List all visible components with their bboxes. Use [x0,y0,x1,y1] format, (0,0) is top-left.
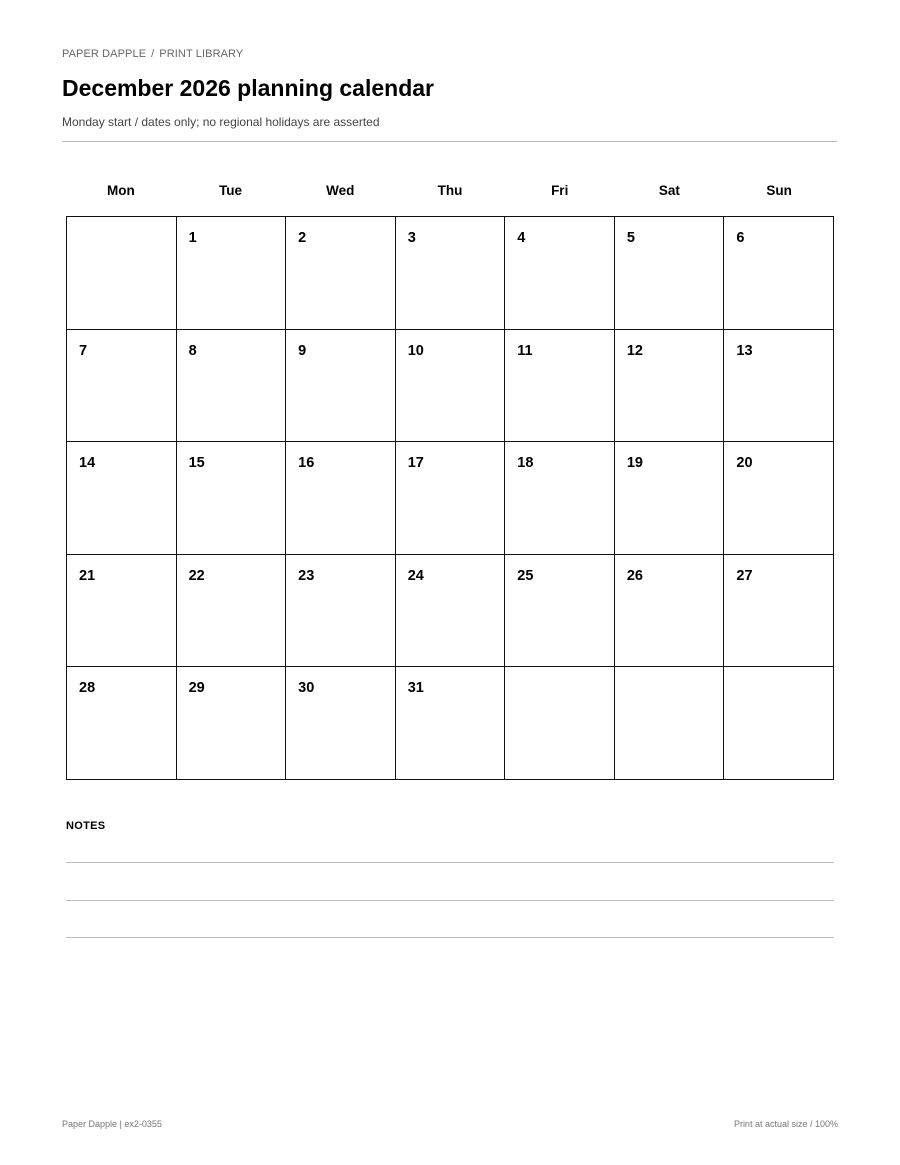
day-number: 8 [188,342,197,359]
note-line [66,900,834,901]
day-number: 9 [298,342,307,359]
day-number: 3 [407,230,416,246]
footer-document-id: Paper Dapple | ex2-0355 [62,1119,162,1129]
day-cell [615,217,725,330]
day-number: 15 [188,455,205,472]
note-line [66,862,834,863]
day-cell [724,555,834,668]
day-number: 17 [407,455,424,472]
day-cell [286,667,396,780]
day-cell [67,442,177,555]
page-title: December 2026 planning calendar [62,75,434,101]
day-number: 5 [626,230,635,246]
day-cell [177,442,287,555]
day-cell [396,217,506,330]
day-cell [177,555,287,668]
weekday-label-wed: Wed [326,183,355,198]
day-number: 2 [298,230,307,246]
day-number: 25 [517,567,534,584]
day-cell [724,217,834,330]
day-number: 7 [79,342,88,359]
day-number: 19 [626,455,643,472]
day-cell [286,442,396,555]
day-number: 26 [626,567,643,584]
day-number: 30 [298,680,315,697]
day-cell [396,442,506,555]
day-cell [724,442,834,555]
day-number: 20 [736,455,753,472]
day-cell [286,555,396,668]
day-number: 4 [517,230,526,246]
day-number: 21 [79,567,96,584]
weekday-header-row [66,183,834,201]
header-divider [62,141,837,142]
footer-print-note: Print at actual size / 100% [733,1119,838,1129]
weekday-label-thu: Thu [437,183,463,198]
day-cell [67,330,177,443]
day-cell [724,330,834,443]
day-cell [505,555,615,668]
day-number: 16 [298,455,315,472]
day-number: 24 [407,567,424,584]
notes-label: NOTES [66,820,106,832]
breadcrumb [62,48,243,60]
day-number: 6 [736,230,745,246]
calendar-grid [66,216,834,780]
weekday-label-sat: Sat [658,183,680,198]
note-line [66,937,834,938]
day-number: 13 [736,342,753,359]
day-number: 10 [407,342,424,359]
day-number: 31 [407,680,424,697]
breadcrumb-section: PRINT LIBRARY [159,48,244,60]
empty-day-cell [505,667,615,780]
day-cell [286,330,396,443]
empty-day-cell [615,667,725,780]
day-number: 11 [517,342,533,359]
day-number: 23 [298,567,315,584]
empty-day-cell [67,217,177,330]
day-cell [177,667,287,780]
breadcrumb-separator: / [151,48,155,60]
day-number: 28 [79,680,96,697]
day-number: 12 [626,342,643,359]
day-cell [615,442,725,555]
day-cell [177,330,287,443]
weekday-label-mon: Mon [106,183,135,198]
day-number: 22 [188,567,205,584]
day-cell [67,555,177,668]
day-number: 29 [188,680,205,697]
empty-day-cell [724,667,834,780]
day-number: 14 [79,455,96,472]
day-cell [505,442,615,555]
day-cell [67,667,177,780]
day-cell [177,217,287,330]
day-cell [615,330,725,443]
day-number: 18 [517,455,534,472]
day-cell [505,330,615,443]
day-cell [396,330,506,443]
breadcrumb-brand: PAPER DAPPLE [62,48,147,60]
day-cell [615,555,725,668]
day-cell [505,217,615,330]
day-number: 27 [736,567,753,584]
weekday-label-sun: Sun [766,183,792,198]
day-cell [396,667,506,780]
weekday-label-tue: Tue [219,183,243,198]
day-number: 1 [188,230,197,246]
page-subtitle: Monday start / dates only; no regional holidays are asserted [62,115,380,129]
weekday-label-fri: Fri [551,183,569,198]
day-cell [286,217,396,330]
day-cell [396,555,506,668]
